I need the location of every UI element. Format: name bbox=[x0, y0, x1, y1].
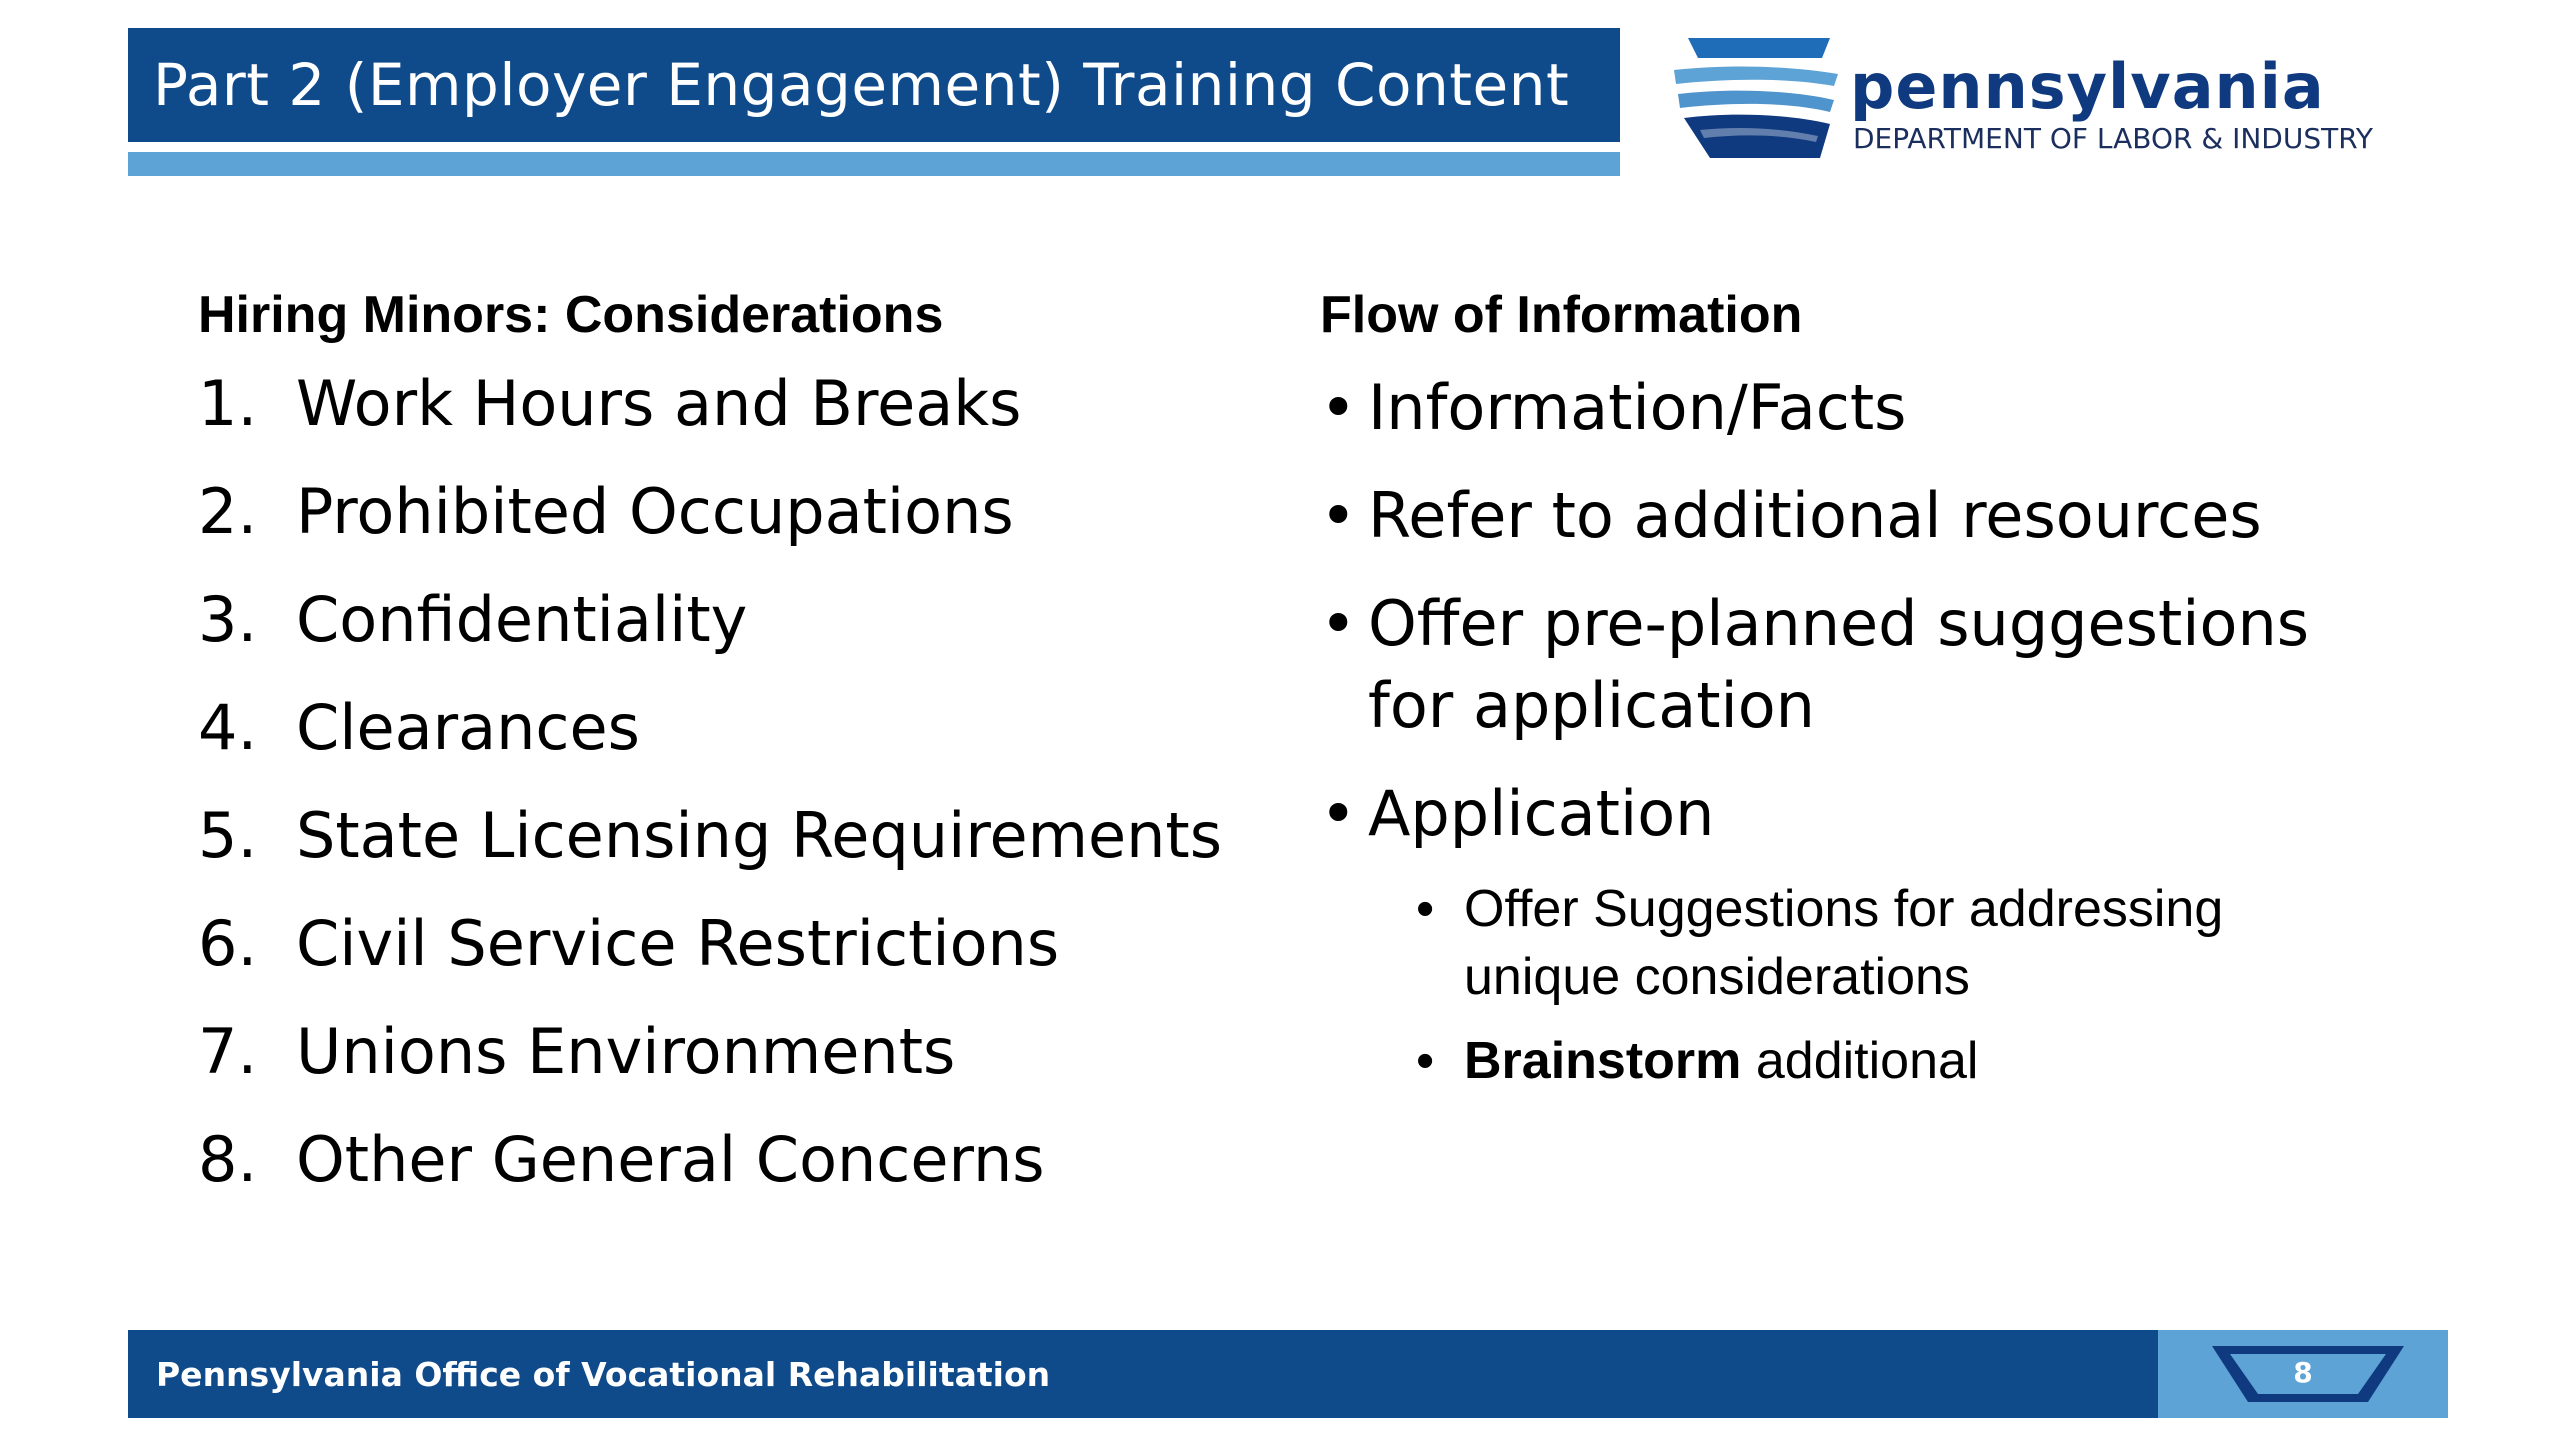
footer-bar bbox=[128, 1330, 2448, 1418]
item-number: 3. bbox=[198, 583, 258, 656]
flow-of-information-section bbox=[1320, 285, 2420, 1111]
item-text: Work Hours and Breaks bbox=[296, 367, 1022, 440]
item-bold-text: Brainstorm bbox=[1464, 1032, 1742, 1090]
flow-bullet-list bbox=[1320, 367, 2420, 855]
title-underline bbox=[128, 152, 1620, 176]
item-number: 7. bbox=[198, 1015, 258, 1088]
slide-title: Part 2 (Employer Engagement) Training Content bbox=[153, 51, 1570, 119]
item-number: 1. bbox=[198, 367, 258, 440]
footer-page-block bbox=[2158, 1330, 2448, 1418]
item-text: Offer pre-planned suggestions for application bbox=[1368, 587, 2310, 742]
list-item bbox=[198, 1015, 1298, 1123]
pennsylvania-logo bbox=[1670, 30, 2470, 170]
hiring-minors-heading: Hiring Minors: Considerations bbox=[198, 286, 944, 344]
list-item bbox=[198, 367, 1298, 475]
item-text: Other General Concerns bbox=[296, 1123, 1045, 1196]
considerations-list bbox=[198, 367, 1298, 1231]
logo-department: DEPARTMENT OF LABOR & INDUSTRY bbox=[1853, 122, 2374, 155]
list-item bbox=[1320, 475, 2420, 557]
bullet-icon: • bbox=[1320, 371, 1357, 444]
title-bar bbox=[128, 28, 1620, 142]
list-item bbox=[198, 1123, 1298, 1231]
item-number: 8. bbox=[198, 1123, 258, 1196]
keystone-logo-icon bbox=[1670, 30, 1840, 170]
hiring-minors-section bbox=[198, 285, 1298, 1231]
item-text bbox=[1464, 1027, 2364, 1095]
item-text: Confidentiality bbox=[296, 583, 748, 656]
item-number: 6. bbox=[198, 907, 258, 980]
item-text: Clearances bbox=[296, 691, 640, 764]
list-item bbox=[1320, 773, 2420, 855]
item-number: 5. bbox=[198, 799, 258, 872]
logo-wordmark: pennsylvania bbox=[1850, 50, 2325, 123]
item-number: 4. bbox=[198, 691, 258, 764]
bullet-icon: • bbox=[1320, 479, 1357, 552]
list-item bbox=[198, 583, 1298, 691]
list-item bbox=[1320, 367, 2420, 449]
application-sub-list bbox=[1416, 875, 2420, 1095]
list-item bbox=[1416, 875, 2420, 1011]
item-text: Unions Environments bbox=[296, 1015, 956, 1088]
item-text: Offer Suggestions for addressing unique considerations bbox=[1464, 880, 2224, 1006]
item-text: Application bbox=[1368, 777, 1715, 850]
list-item bbox=[198, 907, 1298, 1015]
bullet-icon: • bbox=[1320, 587, 1357, 660]
bullet-icon: • bbox=[1416, 880, 1435, 938]
flow-of-information-heading: Flow of Information bbox=[1320, 286, 1803, 344]
item-text: Prohibited Occupations bbox=[296, 475, 1014, 548]
list-item bbox=[198, 475, 1298, 583]
item-number: 2. bbox=[198, 475, 258, 548]
item-text: Information/Facts bbox=[1368, 371, 1907, 444]
item-rest-text: additional bbox=[1741, 1032, 1979, 1090]
bullet-icon: • bbox=[1320, 777, 1357, 850]
list-item bbox=[198, 799, 1298, 907]
page-number: 8 bbox=[2293, 1355, 2313, 1389]
item-text: Civil Service Restrictions bbox=[296, 907, 1060, 980]
footer-org: Pennsylvania Office of Vocational Rehabilitation bbox=[156, 1354, 1051, 1394]
list-item bbox=[198, 691, 1298, 799]
bullet-icon: • bbox=[1416, 1032, 1435, 1090]
item-text: Refer to additional resources bbox=[1368, 479, 2262, 552]
list-item bbox=[1320, 583, 2420, 747]
item-text: State Licensing Requirements bbox=[296, 799, 1223, 872]
list-item bbox=[1416, 1027, 2420, 1095]
